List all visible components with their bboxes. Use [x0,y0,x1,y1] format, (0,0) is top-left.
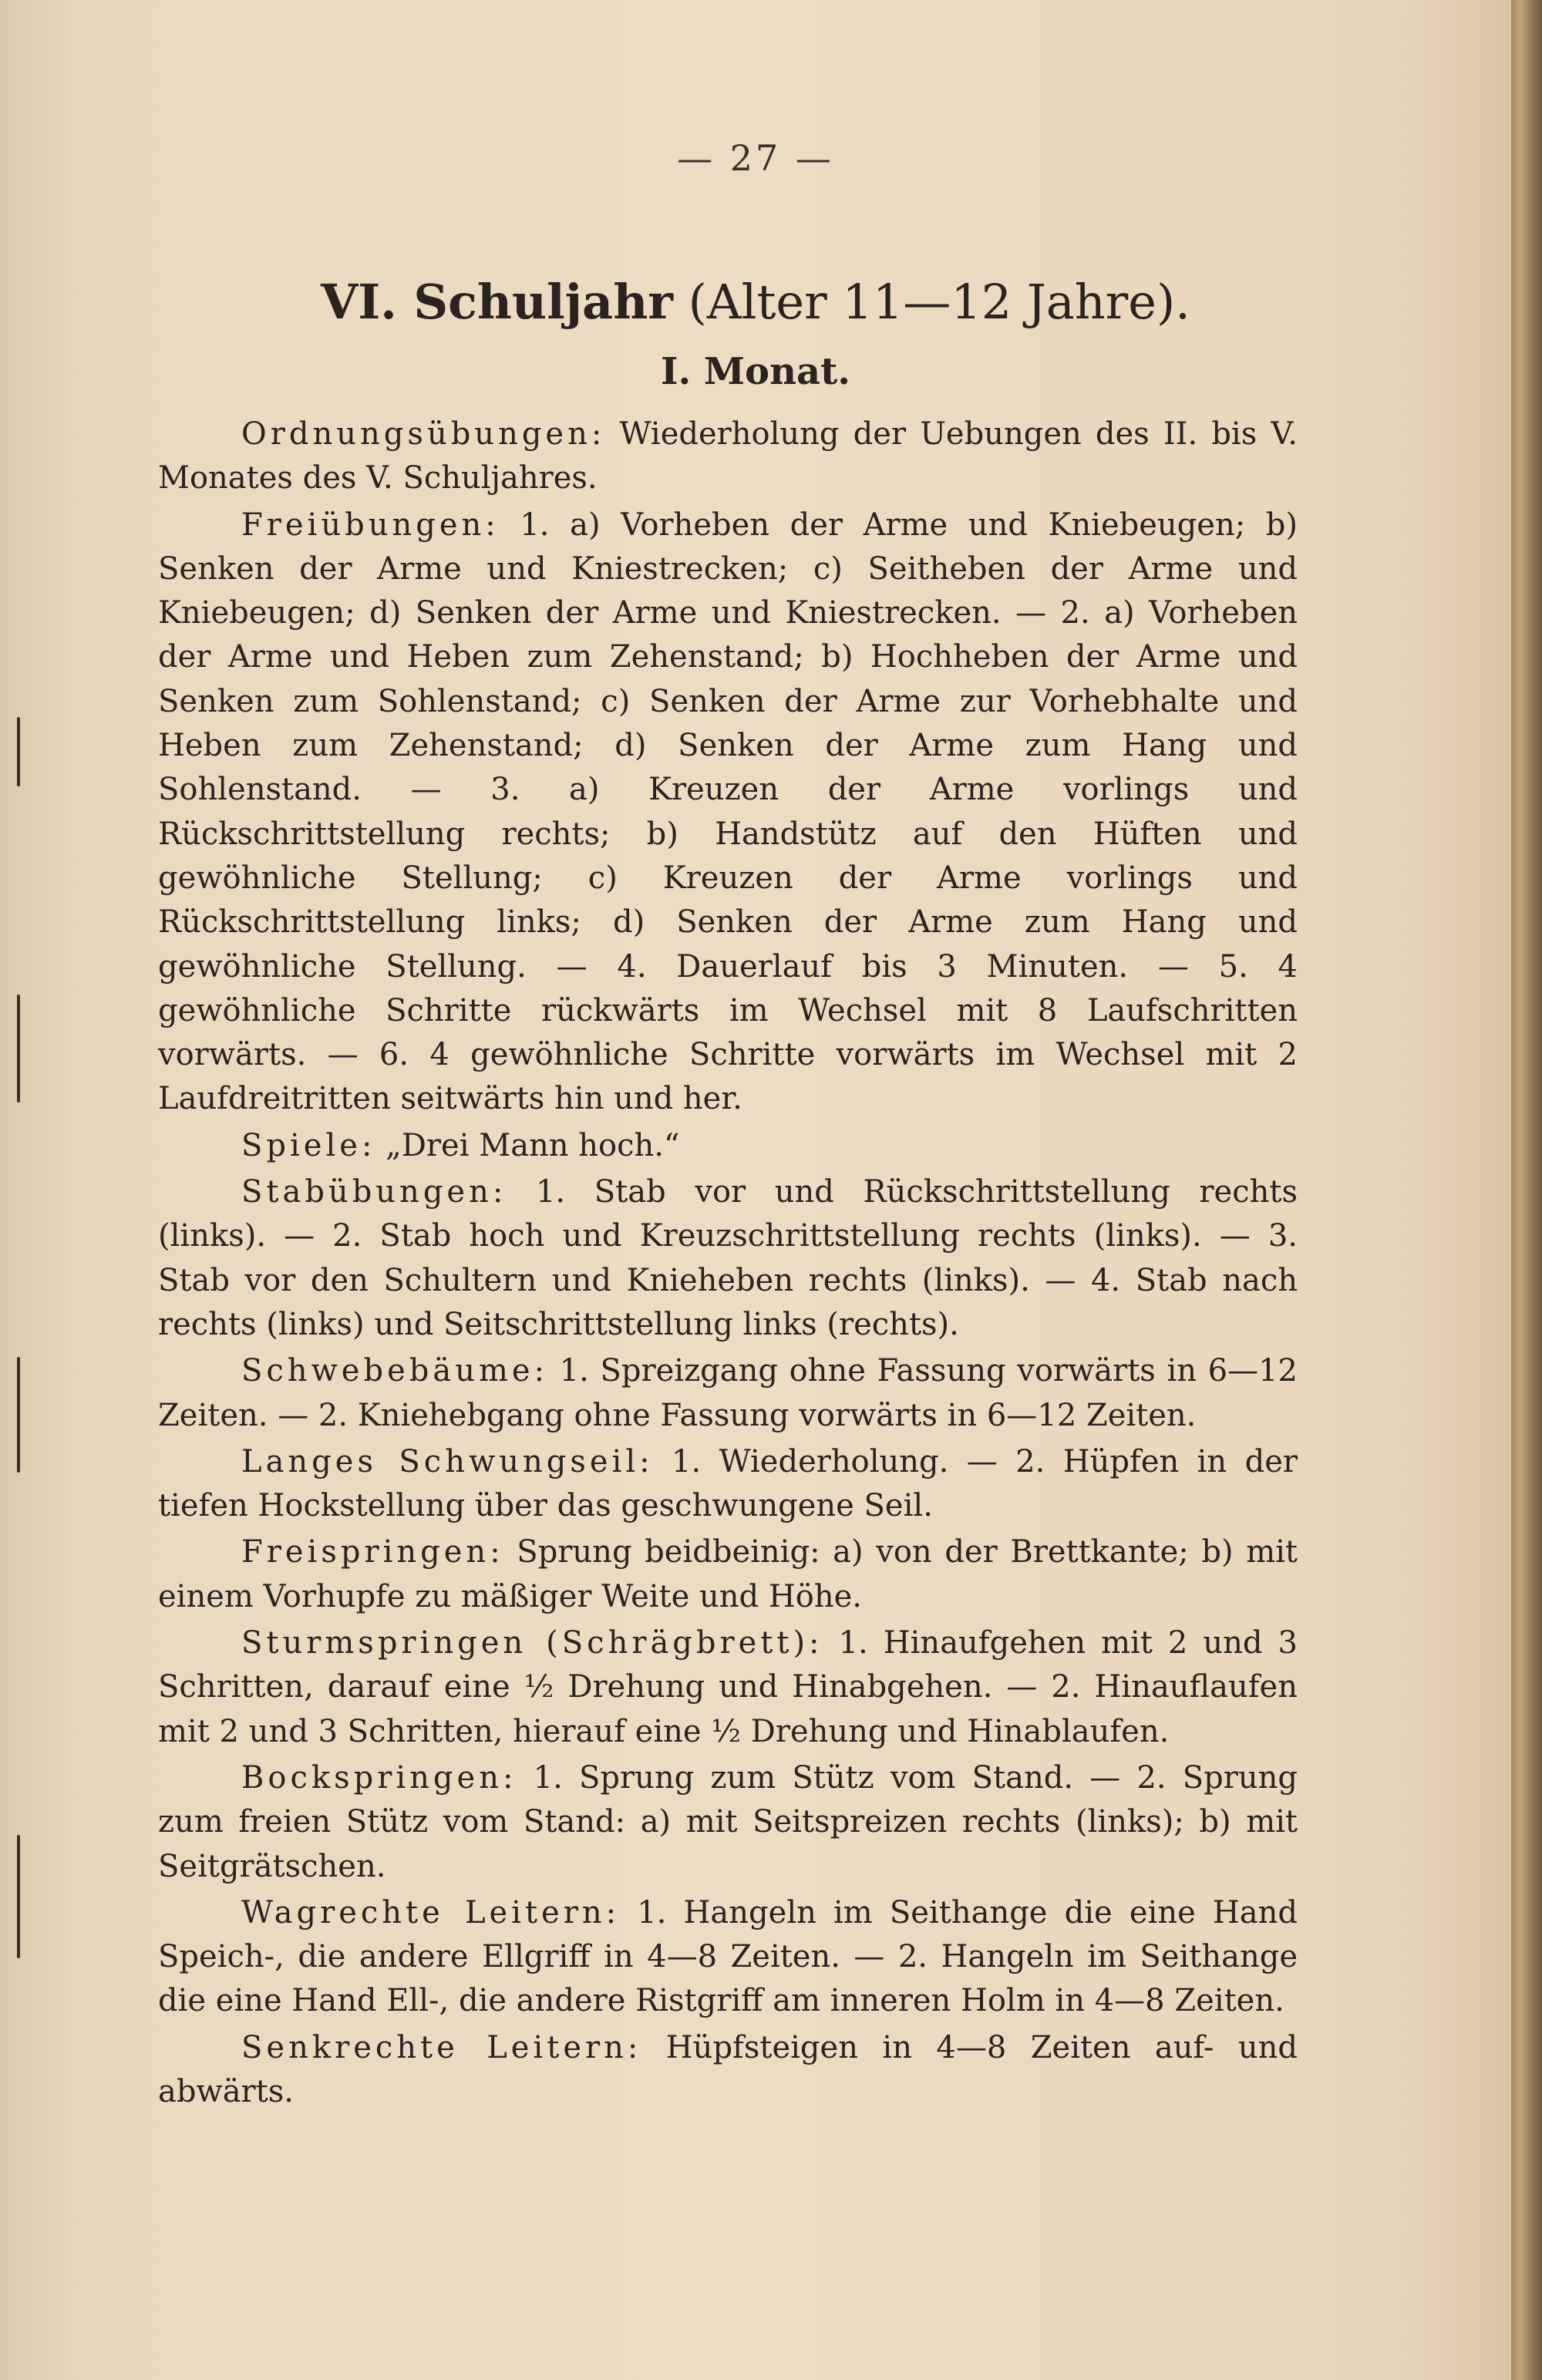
paragraph-senkrechte-leitern [158,2026,1298,2115]
paragraph-text: „Drei Mann hoch.“ [375,1127,680,1163]
paragraph-wagrechte-leitern [158,1891,1298,2024]
chapter-title-rest: (Alter 11—12 Jahre). [672,274,1190,330]
paragraph-bockspringen [158,1756,1298,1889]
binding-mark-upper [17,717,20,786]
paragraph-text: 1. Wiederholung. — 2. Hüpfen in der tiefen Hockstellung über das geschwungene Seil. [158,1443,1298,1524]
paragraph-freiuebungen [158,503,1298,1122]
binding-mark-middle [17,995,20,1102]
paragraph-label: Bockspringen: [241,1759,517,1796]
paragraph-label: Wagrechte Leitern: [241,1894,621,1931]
paragraph-freispringen [158,1530,1298,1619]
paragraph-text: Hüpfsteigen in 4—8 Zeiten auf- und abwärts. [158,2029,1298,2109]
paragraph-text: Sprung beidbeinig: a) von der Brettkante; b) mit einem Vorhupfe zu mäßiger Weite und Höhe. [158,1534,1298,1614]
paragraph-text: 1. Hangeln im Seithange die eine Hand Speich-, die andere Ellgriff in 4—8 Zeiten. — 2. Hangeln im Seithange die eine Hand Ell-, die andere Ristgriff am inneren Holm in 4—8 Zeiten. [158,1894,1298,2019]
page-number: — 27 — [677,137,834,179]
paragraph-ordnungsuebungen [158,412,1298,501]
paragraph-text: 1. a) Vorheben der Arme und Kniebeugen; b) Senken der Arme und Kniestrecken; c) Seitheben der Arme und Kniebeugen; d) Senken der Arme und Kniestrecken. — 2. a) Vorheben der Arme und Heben zum Zehenstand; b) Hochheben der Arme und Senken zum Sohlenstand; c) Senken der Arme zur Vorhebhalte und Heben zum Zehenstand; d) Senken der Arme zum Hang und Sohlenstand. — 3. a) Kreuzen der Arme vorlings und Rückschrittstellung rechts; b) Handstütz auf den Hüften und gewöhnliche Stellung; c) Kreuzen der Arme vorlings und Rückschrittstellung links; d) Senken der Arme zum Hang und gewöhnliche Stellung. — 4. Dauerlauf bis 3 Minuten. — 5. 4 gewöhnliche Schritte rückwärts im Wechsel mit 8 Laufschritten vorwärts. — 6. 4 gewöhnliche Schritte vorwärts im Wechsel mit 2 Laufdreitritten seitwärts hin und her. [158,507,1298,1117]
paragraph-text: 1. Hinaufgehen mit 2 und 3 Schritten, darauf eine ½ Drehung und Hinabgehen. — 2. Hinauflaufen mit 2 und 3 Schritten, hierauf eine ½ Drehung und Hinablaufen. [158,1625,1298,1749]
paragraph-label: Freiübungen: [241,507,500,543]
paragraph-label: Senkrechte Leitern: [241,2029,642,2065]
paragraph-spiele [158,1124,1298,1168]
paragraph-label: Stabübungen: [241,1174,507,1210]
paragraph-label: Ordnungsübungen: [241,416,606,452]
book-spine-edge [1511,0,1542,2380]
paragraph-label: Freispringen: [241,1534,504,1570]
paragraph-label: Langes Schwungseil: [241,1443,654,1480]
paragraph-label: Sturmspringen (Schrägbrett): [241,1625,823,1661]
month-title: I. Monat. [661,350,850,393]
binding-mark-lower [17,1357,20,1473]
paragraph-label: Spiele: [241,1127,376,1163]
paragraph-text: Wiederholung der Uebungen des II. bis V. Monates des V. Schuljahres. [158,416,1298,497]
body-text [158,412,1298,2114]
paragraph-text: 1. Sprung zum Stütz vom Stand. — 2. Sprung zum freien Stütz vom Stand: a) mit Seitspreizen rechts (links); b) mit Seitgrätschen. [158,1759,1298,1884]
paragraph-label: Schwebebäume: [241,1353,549,1389]
paragraph-langes-schwungseil [158,1440,1298,1529]
chapter-title-strong: VI. Schuljahr [321,274,673,330]
chapter-title [0,271,1511,333]
paragraph-sturmspringen [158,1621,1298,1754]
paragraph-text: 1. Stab vor und Rückschrittstellung rechts (links). — 2. Stab hoch und Kreuzschrittstellung rechts (links). — 3. Stab vor den Schultern und Knieheben rechts (links). — 4. Stab nach rechts (links) und Seitschrittstellung links (rechts). [158,1174,1298,1342]
paragraph-stabuebungen [158,1170,1298,1347]
binding-mark-bottom [17,1835,20,1958]
paragraph-text: 1. Spreizgang ohne Fassung vorwärts in 6—12 Zeiten. — 2. Kniehebgang ohne Fassung vorwärts in 6—12 Zeiten. [158,1353,1298,1433]
paragraph-schwebebaeume [158,1349,1298,1438]
